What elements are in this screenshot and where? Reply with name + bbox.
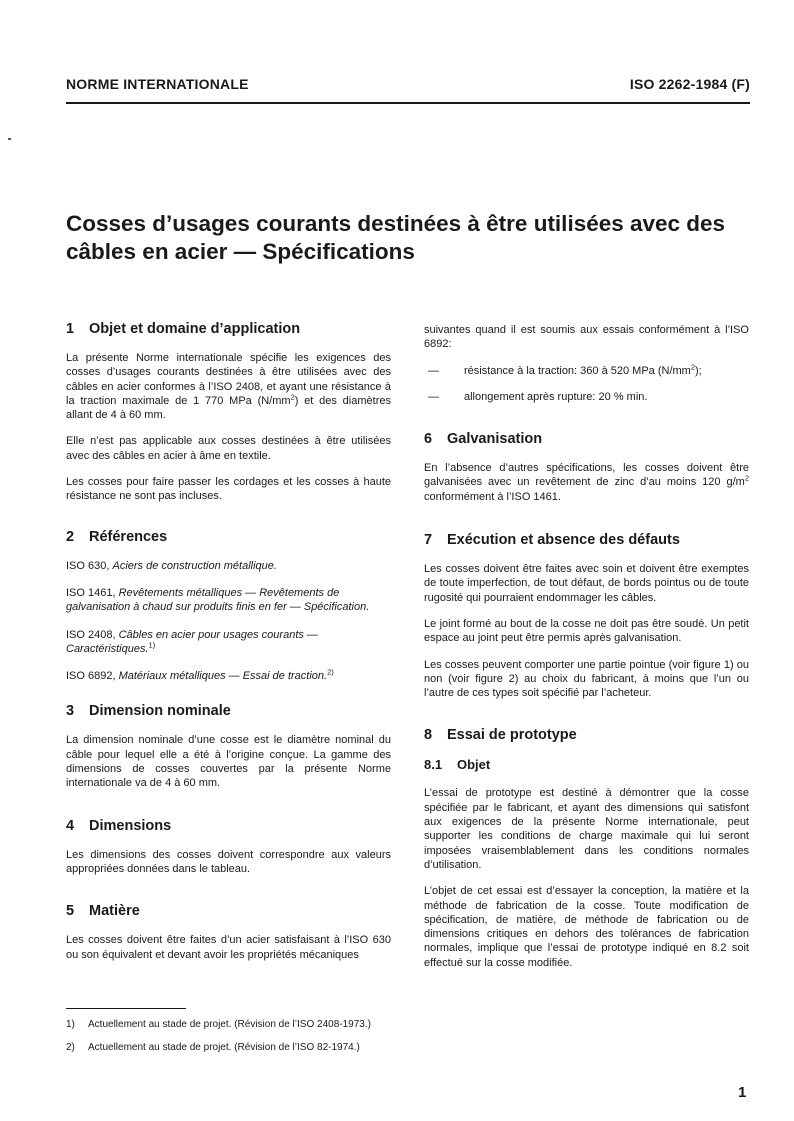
header-standard-type: NORME INTERNATIONALE [66,76,249,92]
footnote-mark: 2) [66,1042,75,1053]
reference-item [66,586,391,615]
list-text: résistance à la traction: 360 à 520 MPa (N/mm [464,364,691,377]
subsection-number: 8.1 [424,757,443,773]
footnote-mark: 1) [66,1019,75,1030]
section-title: Galvanisation [447,431,543,448]
paragraph-text: conformément à l’ISO 1461. [424,490,561,503]
section-heading [66,902,391,920]
footnote [66,1041,466,1054]
header-rule [66,102,750,104]
section-2 [66,528,391,684]
section-title: Exécution et absence des défauts [447,532,680,549]
section-heading [424,726,749,744]
section-number: 6 [424,431,433,448]
section-title: Références [89,528,168,545]
footnotes [66,1018,466,1064]
paragraph: Les cosses pour faire passer les cordages et les cosses à haute résistance ne sont pas incluses. [66,476,391,503]
section-heading [66,702,391,720]
superscript: 2 [744,473,749,483]
document-header [66,76,750,92]
section-7 [424,531,749,700]
paragraph: Les cosses doivent être faites avec soin et doivent être exemptes de toute imperfection, de tout défaut, de bords pointus ou de toute rugosité qui pourraient endommager les câbles. [424,563,749,604]
paragraph: Les dimensions des cosses doivent correspondre aux valeurs appropriées données dans le tableau. [66,848,391,875]
paragraph: Elle n’est pas applicable aux cosses destinées à être utilisées avec des câbles en acier à âme en textile. [66,435,391,462]
paragraph: Les cosses peuvent comporter une partie pointue (voir figure 1) ou non (voir figure 2) au choix du fabricant, à moins que l’un ou l’autre de ces types soit spécifié par l’acheteur. [424,658,749,700]
section-title: Objet et domaine d’application [89,321,301,337]
scan-speck [8,138,11,140]
paragraph: L’objet de cet essai est d’essayer la conception, la matière et la méthode de fabrication de la cosse. Toute modification de spécification, de matière, de méthode de fabrication ou de dimensions critiques en dehors des tolérances de fabrication normales, implique que l’essai de prototype indiqué en 8.2 soit effectué sur la cosse modifiée. [424,885,749,969]
header-standard-number: ISO 2262-1984 (F) [629,76,750,92]
reference-item [66,669,391,683]
footnote-ref: 2) [327,667,334,677]
section-number: 8 [424,727,433,744]
page-title: Cosses d’usages courants destinées à être utilisées avec des câbles en acier — Spécifications [66,211,726,264]
right-column [424,323,749,982]
section-4 [66,817,391,877]
section-title: Matière [89,903,140,920]
superscript: 2 [290,392,295,402]
section-number: 7 [424,532,433,549]
subsection-heading [424,757,749,773]
reference-item [66,559,391,573]
section-5 [66,902,391,962]
list-item [424,361,749,378]
footnote-text: Actuellement au stade de projet. (Révision de l’ISO 2408-1973.) [88,1019,371,1030]
section-heading [66,817,391,835]
list-item-text: allongement après rupture: 20 % min. [464,390,648,403]
reference-title: Revêtements métalliques — Revêtements de galvanisation à chaud sur produits finis en fer — Spécification. [66,586,370,614]
paragraph-text: La présente Norme internationale spécifie les exigences des cosses d’usages courants destinées à être utilisées avec des câbles en acier conformes à l’ISO 2408, et ayant une résistance à la traction maximale de 1 770 MPa (N/mm [66,352,391,407]
paragraph: Les cosses doivent être faites d’un acier satisfaisant à l’ISO 630 ou son équivalent et devant avoir les propriétés mécaniques [66,934,391,961]
paragraph [66,351,391,422]
reference-code: ISO 6892, [66,670,119,683]
reference-code: ISO 630, [66,559,113,572]
paragraph: Le joint formé au bout de la cosse ne doit pas être soudé. Un petit espace au joint peut être permis après galvanisation. [424,617,749,645]
footnote-text: Actuellement au stade de projet. (Révision de l’ISO 82-1974.) [88,1042,360,1053]
section-1 [66,320,391,504]
section-6 [424,430,749,504]
section-number: 1 [66,321,75,337]
section-heading [66,528,391,546]
section-title: Essai de prototype [447,727,577,744]
section-number: 4 [66,817,75,834]
section-title: Dimensions [89,817,172,834]
reference-code: ISO 2408, [66,628,119,641]
list-item-text [464,361,702,378]
subsection-title: Objet [457,757,491,773]
paragraph-text: ) et des diamètres allant de 4 à 60 mm. [66,394,391,422]
list-text: ); [695,364,702,377]
paragraph: La dimension nominale d’une cosse est le diamètre nominal du câble pour lequel elle a été à l’origine conçue. La gamme des dimensions de cosses couvertes par la présente Norme internationale va de 4 à 60 mm. [66,734,391,790]
reference-item [66,628,391,657]
footnote-rule [66,1008,186,1009]
paragraph-text: En l’absence d’autres spécifications, les cosses doivent être galvanisées avec un revêtement de zinc d’au moins 120 g/m [424,462,749,489]
reference-title: Câbles en acier pour usages courants — Caractéristiques. [66,628,318,655]
section-heading [66,320,391,338]
footnote [66,1018,466,1031]
reference-code: ISO 1461, [66,586,119,599]
section-8 [424,726,749,970]
paragraph [424,461,749,504]
list-dash: — [428,390,439,403]
section-heading [424,430,749,448]
section-heading [424,531,749,549]
section-3 [66,702,391,790]
list-dash: — [428,364,439,377]
list-item [424,390,749,404]
paragraph: L’essai de prototype est destiné à démontrer que la cosse spécifiée par le fabricant, et ayant des dimensions qui satisfont aux exigences de la présente Norme internationale, peut supporter les conditions de charge maximale qui lui seront imposées vraisemblablement dans les conditions normales d’utilisation. [424,787,749,871]
page-number: 1 [738,1084,747,1101]
reference-title: Matériaux métalliques — Essai de traction. [118,670,328,683]
section-number: 3 [66,703,75,720]
left-column [66,320,391,974]
section-title: Dimension nominale [89,703,231,720]
section-number: 2 [66,528,75,545]
footnote-ref: 1) [148,640,156,650]
section-number: 5 [66,903,75,920]
superscript: 2 [690,361,695,371]
paragraph-continued: suivantes quand il est soumis aux essais conformément à l’ISO 6892: [424,324,749,351]
reference-title: Aciers de construction métallique. [112,559,277,572]
